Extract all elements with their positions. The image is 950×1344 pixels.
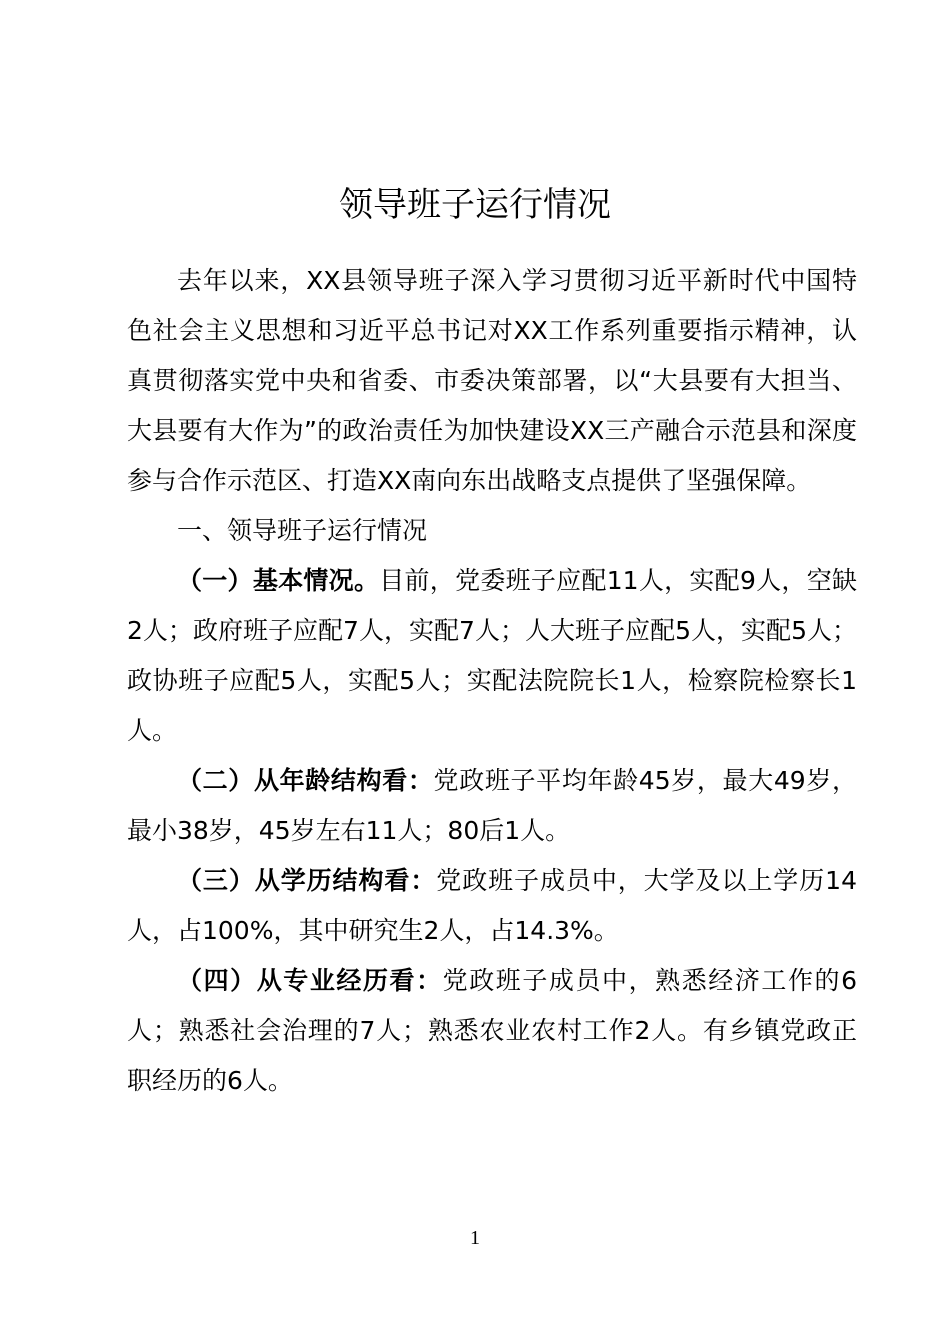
item-paragraph-age [127, 756, 857, 856]
item-text: 党政班子平均年龄45岁，最大49岁，最小38岁，45岁左右11人；80后1人。 [127, 766, 857, 845]
intro-paragraph: 去年以来，XX县领导班子深入学习贯彻习近平新时代中国特色社会主义思想和习近平总书记对XX工作系列重要指示精神，认真贯彻落实党中央和省委、市委决策部署，以“大县要有大担当、大县要有大作为”的政治责任为加快建设XX三产融合示范县和深度参与合作示范区、打造XX南向东出战略支点提供了坚强保障。 [127, 266, 857, 495]
page-number: 1 [470, 1227, 480, 1249]
item-text: 党政班子成员中，熟悉经济工作的6人；熟悉社会治理的7人；熟悉农业农村工作2人。有乡镇党政正职经历的6人。 [127, 966, 857, 1095]
item-paragraph-basic [127, 556, 857, 756]
document-title: 领导班子运行情况 [339, 185, 611, 225]
item-lead: （一）基本情况。 [177, 566, 380, 595]
document-body [127, 256, 857, 1106]
item-text: 目前，党委班子应配11人，实配9人，空缺2人；政府班子应配7人，实配7人；人大班子应配5人，实配5人；政协班子应配5人，实配5人；实配法院院长1人，检察院检察长1人。 [127, 566, 857, 745]
section-heading: 一、领导班子运行情况 [177, 516, 428, 545]
item-paragraph-experience [127, 956, 857, 1106]
item-lead: （四）从专业经历看： [177, 966, 443, 995]
item-paragraph-education [127, 856, 857, 956]
item-lead: （三）从学历结构看： [177, 866, 437, 895]
item-text: 党政班子成员中，大学及以上学历14人，占100%，其中研究生2人，占14.3%。 [127, 866, 857, 945]
item-lead: （二）从年龄结构看： [177, 766, 434, 795]
